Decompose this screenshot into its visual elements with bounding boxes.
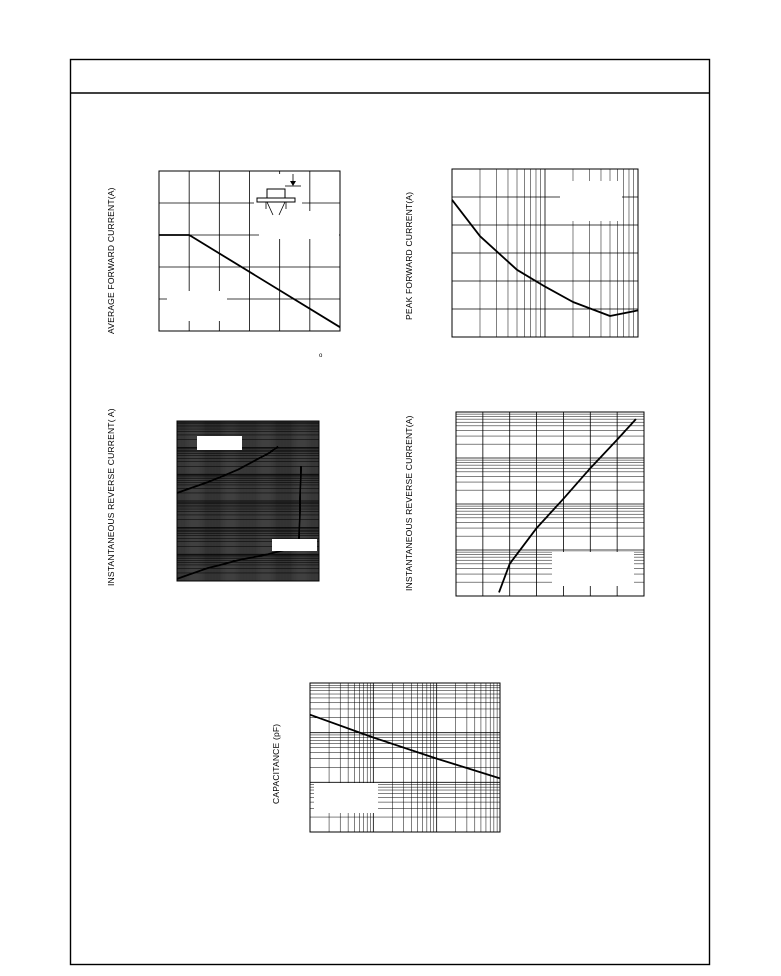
- chart-average-forward-current: [159, 171, 340, 359]
- package-body-icon: [267, 189, 285, 198]
- chart2-legend-box: [560, 181, 622, 221]
- chart3b-legend-box: [552, 552, 634, 586]
- heatsink-plate-icon: [257, 198, 295, 202]
- chart5-series-1-line: [310, 715, 500, 779]
- chart-junction-capacitance: [310, 683, 500, 832]
- chart1-legend-box: [167, 291, 227, 321]
- chart3-curve-label-top: [197, 436, 242, 450]
- chart3-curve-label-bottom: [272, 539, 317, 551]
- chart5-ylabel: CAPACITANCE (pF): [271, 723, 281, 804]
- chart1-stray-mark: o: [319, 353, 323, 359]
- chart-peak-forward-current: [452, 169, 638, 337]
- chart5-legend-box: [314, 783, 378, 813]
- chart-reverse-current-vs-temperature: [177, 421, 319, 581]
- chart2-ylabel: PEAK FORWARD CURRENT(A): [404, 191, 414, 320]
- chart3-ylabel: INSTANTANEOUS REVERSE CURRENT( A): [106, 408, 116, 586]
- chart1-ylabel: AVERAGE FORWARD CURRENT(A): [106, 187, 116, 334]
- chart4-ylabel: INSTANTANEOUS REVERSE CURRENT(A): [404, 415, 414, 591]
- chart-forward-characteristics: [456, 412, 644, 596]
